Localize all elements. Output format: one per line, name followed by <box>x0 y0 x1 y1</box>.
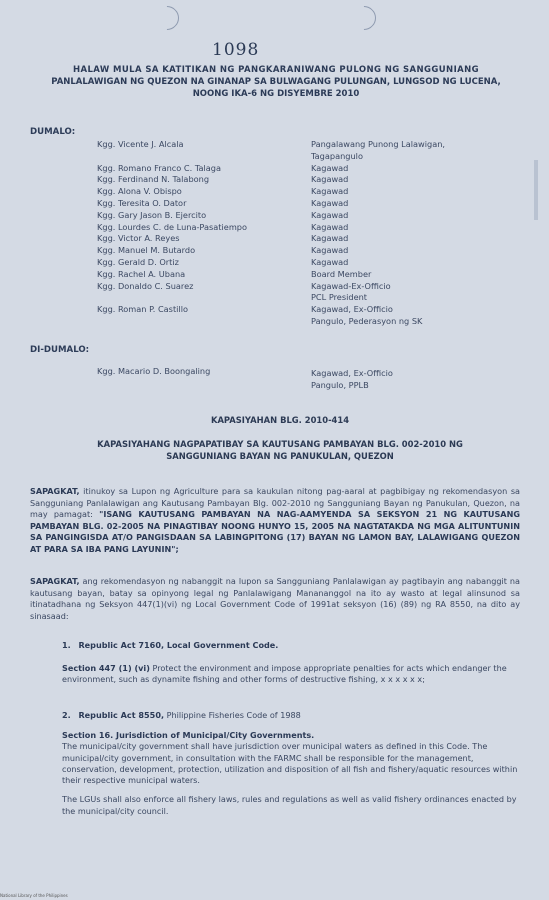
section-16-text: The municipal/city government shall have jurisdiction over municipal waters as defined in this Code. The municipal/city government, in consultation with the FARMC shall be responsible for the management, conservation, development, protection, utilization and disposition of all fish and fishery/aquatic resources within their respective municipal waters. <box>62 741 518 786</box>
present-names <box>97 139 247 328</box>
list-item-number: 2. <box>62 710 71 720</box>
resolution-title-line-1: KAPASIYAHANG NAGPAPATIBAY SA KAUTUSANG PAMBAYAN BLG. 002-2010 NG <box>97 439 463 449</box>
list-item-title: Republic Act 7160, Local Government Code. <box>78 640 279 650</box>
list-item <box>62 710 522 721</box>
member-position: Kagawad <box>311 245 349 256</box>
absent-positions <box>311 368 393 392</box>
member-position: Kagawad <box>311 221 349 232</box>
whereas-lead: SAPAGKAT, <box>30 486 80 496</box>
header-line-1: HALAW MULA SA KATITIKAN NG PANGKARANIWANG PULONG NG SANGGUNIANG <box>72 65 480 75</box>
list-item-subtitle: Philippine Fisheries Code of 1988 <box>164 710 301 720</box>
section-447-text: Protect the environment and impose appropriate penalties for acts which endanger the environment, such as dynamite fishing and other forms of destructive fishing, x x x x x x; <box>62 663 507 685</box>
member-position: Kagawad <box>311 256 349 267</box>
member-name: Kgg. Donaldo C. Suarez <box>97 280 194 291</box>
member-name <box>97 292 247 304</box>
member-name <box>97 316 247 328</box>
member-name: Kgg. Alona V. Obispo <box>97 186 182 197</box>
punch-hole-left <box>150 1 184 35</box>
section-447 <box>62 663 522 686</box>
member-position: Kagawad, Ex-Officio <box>311 368 393 378</box>
member-position: Kagawad <box>311 186 349 197</box>
member-name <box>97 378 210 390</box>
member-position: Kagawad <box>311 209 349 220</box>
punch-hole-right <box>347 1 381 35</box>
absent-label: DI-DUMALO: <box>30 345 90 355</box>
ordinance-title: "ISANG KAUTUSANG PAMBAYAN NA NAG-AAMYENDA SA SEKSYON 21 NG KAUTUSANG PAMBAYAN BLG. 02-2005 NA PINAGTIBAY NOONG HUNYO 15, 2005 NA NAGTATAKDA NG MGA ALITUNTUNIN SA PANGINGISDA AT/O PANGISDAAN SA LABINGPITONG (17) BAYAN NG LAMON BAY, LALAWIGANG QUEZON AT PARA SA IBA PANG LAYUNIN"; <box>30 509 520 554</box>
member-position: Kagawad, Ex-Officio <box>311 304 393 315</box>
whereas-paragraph-1 <box>30 486 520 556</box>
member-name: Kgg. Teresita O. Dator <box>97 197 187 208</box>
member-name: Kgg. Ferdinand N. Talabong <box>97 174 210 185</box>
margin-mark <box>534 160 538 220</box>
member-position: Pangalawang Punong Lalawigan, <box>311 139 446 149</box>
member-name: Kgg. Manuel M. Butardo <box>97 245 196 256</box>
present-positions <box>311 139 445 328</box>
member-name: Kgg. Victor A. Reyes <box>97 233 180 244</box>
member-name: Kgg. Vicente J. Alcala <box>97 139 184 149</box>
whereas-text: itinukoy sa Lupon ng Agriculture para sa kaukulan nitong pag-aaral at pagbibigay ng rekomendasyon sa Sangguniang Panlalawigan ang Kautusang Pambayan Blg. 002-2010 ng Sangguniang Bayan ng Panukulan, Quezon, na may pamagat: <box>30 486 520 520</box>
member-name: Kgg. Gerald D. Ortiz <box>97 256 179 267</box>
member-position: Tagapangulo <box>311 150 363 161</box>
member-name: Kgg. Lourdes C. de Luna-Pasatiempo <box>97 221 248 232</box>
member-name: Kgg. Rachel A. Ubana <box>97 268 186 279</box>
header-line-3: NOONG IKA-6 NG DISYEMBRE 2010 <box>192 89 360 99</box>
list-item <box>62 640 522 651</box>
member-position: Kagawad <box>311 197 349 208</box>
list-item-number: 1. <box>62 640 71 650</box>
member-name: Kgg. Macario D. Boongaling <box>97 366 211 376</box>
member-position: Board Member <box>311 268 372 279</box>
member-position: Kagawad <box>311 174 349 185</box>
member-name <box>97 151 247 163</box>
member-position: Pangulo, PPLB <box>311 379 369 390</box>
resolution-number: KAPASIYAHAN BLG. 2010-414 <box>210 415 350 425</box>
resolution-title <box>40 438 520 462</box>
absent-names <box>97 366 210 390</box>
section-16-text-2: The LGUs shall also enforce all fishery laws, rules and regulations as well as valid fishery ordinances enacted by the municipal/city council. <box>62 794 517 816</box>
document-header <box>26 64 526 100</box>
member-name: Kgg. Roman P. Castillo <box>97 304 188 315</box>
header-line-2: PANLALAWIGAN NG QUEZON NA GINANAP SA BULWAGANG PULUNGAN, LUNGSOD NG LUCENA, <box>51 77 501 87</box>
whereas-lead: SAPAGKAT, <box>30 576 80 586</box>
list-item-title: Republic Act 8550, <box>78 710 165 720</box>
member-name: Kgg. Gary Jason B. Ejercito <box>97 209 207 220</box>
page-number: 1098 <box>212 40 260 60</box>
resolution-title-line-2: SANGGUNIANG BAYAN NG PANUKULAN, QUEZON <box>166 451 394 461</box>
section-16-title: Section 16. Jurisdiction of Municipal/City Governments. <box>62 730 315 740</box>
member-position: Pangulo, Pederasyon ng SK <box>311 315 423 326</box>
member-position: PCL President <box>311 292 368 303</box>
member-position: Kagawad-Ex-Officio <box>311 280 391 291</box>
footer-text: National Library of the Philippines <box>0 893 68 898</box>
member-position: Kagawad <box>311 162 349 173</box>
section-447-lead: Section 447 (1) (vi) <box>62 663 150 673</box>
section-16 <box>62 730 522 817</box>
member-name: Kgg. Romano Franco C. Talaga <box>97 162 221 173</box>
whereas-text: ang rekomendasyon ng nabanggit na lupon sa Sangguniang Panlalawigan ay pagtibayin ang nabanggit na kautusang bayan, batay sa opinyong legal ng Panlalawigang Manananggol na ito ay wasto at legal alinsunod sa itinatadhana ng Seksyon 447(1)(vi) ng Local Government Code of 1991at seksyon (16) (89) ng RA 8550, na dito ay sinasaad: <box>30 576 520 621</box>
present-label: DUMALO: <box>30 127 76 137</box>
member-position: Kagawad <box>311 233 349 244</box>
whereas-paragraph-2 <box>30 576 520 622</box>
